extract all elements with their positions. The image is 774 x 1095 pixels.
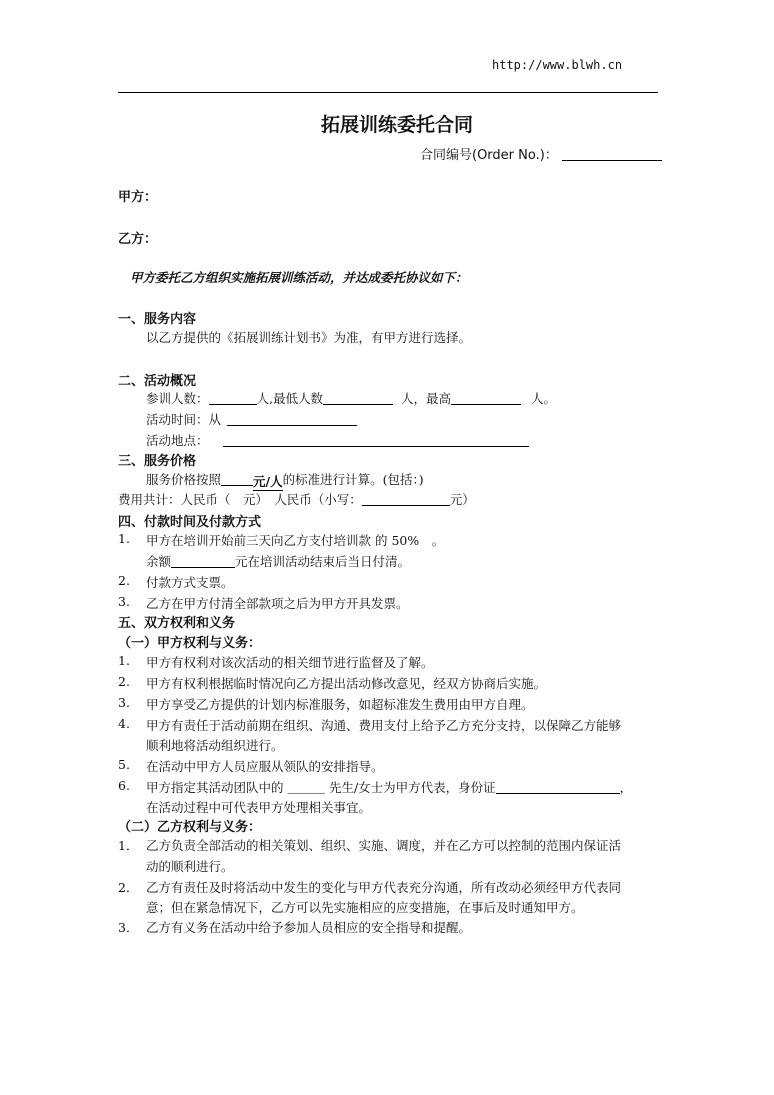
b-item-1-text: 乙方负责全部活动的相关策划、组织、实施、调度，并在乙方可以控制的范围内保证活: [146, 838, 622, 853]
total-prefix: 费用共计：人民币（ 元） 人民币（小写：: [118, 492, 362, 507]
price-prefix: 服务价格按照: [146, 472, 222, 487]
a-item-6-text-cont: 在活动过程中可代表甲方处理相关事宜。: [146, 800, 372, 815]
a-item-3-text: 甲方享受乙方提供的计划内标准服务，如超标准发生费用由甲方自理。: [146, 697, 534, 712]
balance-prefix: 余额: [146, 554, 172, 569]
party-a-rights-title: （一）甲方权利与义务：: [118, 636, 262, 651]
order-number: [420, 144, 662, 163]
intro-text: 甲方委托乙方组织实施拓展训练活动，并达成委托协议如下：: [130, 270, 468, 285]
time-line: [146, 410, 357, 428]
section-1-text: 以乙方提供的《拓展训练计划书》为准，有甲方进行选择。: [146, 330, 472, 345]
participants-blank: [209, 404, 257, 405]
participants-label: 参训人数：: [146, 391, 209, 406]
representative-suffix: ，: [619, 780, 633, 795]
section-5-title: 五、双方权利和义务: [118, 616, 236, 631]
b-item-3-text: 乙方有义务在活动中给予参加人员相应的安全指导和提醒。: [146, 920, 472, 935]
order-number-label: 合同编号(Order No.)：: [420, 148, 558, 163]
section-3-title: 三、服务价格: [118, 454, 197, 469]
party-b-rights-title: （二）乙方权利与义务：: [118, 820, 262, 835]
a-item-3-num: 3.: [118, 695, 130, 710]
place-blank: [223, 446, 529, 447]
section-4-title: 四、付款时间及付款方式: [118, 515, 262, 530]
balance-suffix: 元在培训活动结束后当日付清。: [235, 554, 411, 569]
b-item-1-text-cont: 动的顺利进行。: [146, 859, 234, 874]
a-item-6-text: [146, 778, 632, 796]
party-a-label: 甲方：: [118, 190, 158, 205]
a-item-2-text: 甲方有权利根据临时情况向乙方提出活动修改意见，经双方协商后实施。: [146, 676, 547, 691]
max-blank: [451, 404, 521, 405]
place-line: [146, 431, 529, 449]
section-2-title: 二、活动概况: [118, 374, 197, 389]
a-item-5-text: 在活动中甲方人员应服从领队的安排指导。: [146, 759, 384, 774]
id-number-blank: [496, 793, 620, 794]
participants-line: [146, 389, 556, 407]
max-label: 人，最高: [401, 391, 452, 406]
b-item-3-num: 3．: [118, 920, 139, 935]
total-blank: [362, 505, 450, 506]
a-item-2-num: 2.: [118, 674, 130, 689]
time-label: 活动时间：从: [146, 412, 222, 427]
min-label: 人,最低人数: [256, 391, 323, 406]
a-item-4-text-cont: 顺利地将活动组织进行。: [146, 738, 284, 753]
price-line: [146, 470, 424, 491]
a-item-4-num: 4.: [118, 716, 130, 731]
s4-item-2-text: 付款方式支票。: [146, 575, 234, 590]
header-url[interactable]: http://www.blwh.cn: [492, 58, 623, 72]
representative-prefix: 甲方指定其活动团队中的 ＿＿＿ 先生/女士为甲方代表，身份证: [146, 780, 496, 795]
price-suffix: 的标准进行计算。(包括：): [282, 472, 424, 487]
b-item-1-num: 1．: [118, 838, 139, 853]
total-suffix: 元）: [449, 492, 475, 507]
b-item-2-num: 2．: [118, 880, 139, 895]
a-item-5-num: 5.: [118, 757, 130, 772]
price-blank: [221, 485, 253, 486]
person-suffix: 人。: [531, 391, 557, 406]
a-item-1-num: 1.: [118, 653, 130, 668]
balance-blank: [171, 567, 235, 568]
s4-item-3-text: 乙方在甲方付清全部款项之后为甲方开具发票。: [146, 596, 409, 611]
a-item-1-text: 甲方有权利对该次活动的相关细节进行监督及了解。: [146, 655, 434, 670]
order-number-blank: [562, 160, 662, 161]
s4-item-1-num: 1.: [118, 531, 130, 546]
price-unit: 元/人: [253, 474, 283, 489]
s4-balance-line: [146, 552, 410, 570]
b-item-2-text: 乙方有责任及时将活动中发生的变化与甲方代表充分沟通，所有改动必须经甲方代表同: [146, 880, 622, 895]
place-label: 活动地点：: [146, 433, 209, 448]
s4-item-2-num: 2.: [118, 573, 130, 588]
total-line: [118, 490, 475, 508]
min-blank: [323, 404, 393, 405]
a-item-6-num: 6.: [118, 778, 130, 793]
header-rule: [118, 92, 658, 93]
time-blank: [227, 425, 357, 426]
s4-item-1-text: 甲方在培训开始前三天向乙方支付培训款 的 50% 。: [146, 533, 445, 548]
a-item-4-text: 甲方有责任于活动前期在组织、沟通、费用支付上给予乙方充分支持，以保障乙方能够: [146, 718, 622, 733]
s4-item-3-num: 3.: [118, 594, 130, 609]
document-title: 拓展训练委托合同: [320, 114, 473, 136]
b-item-2-text-cont: 意；但在紧急情况下，乙方可以先实施相应的应变措施，在事后及时通知甲方。: [146, 900, 584, 915]
party-b-label: 乙方：: [118, 232, 158, 247]
section-1-title: 一、服务内容: [118, 312, 197, 327]
